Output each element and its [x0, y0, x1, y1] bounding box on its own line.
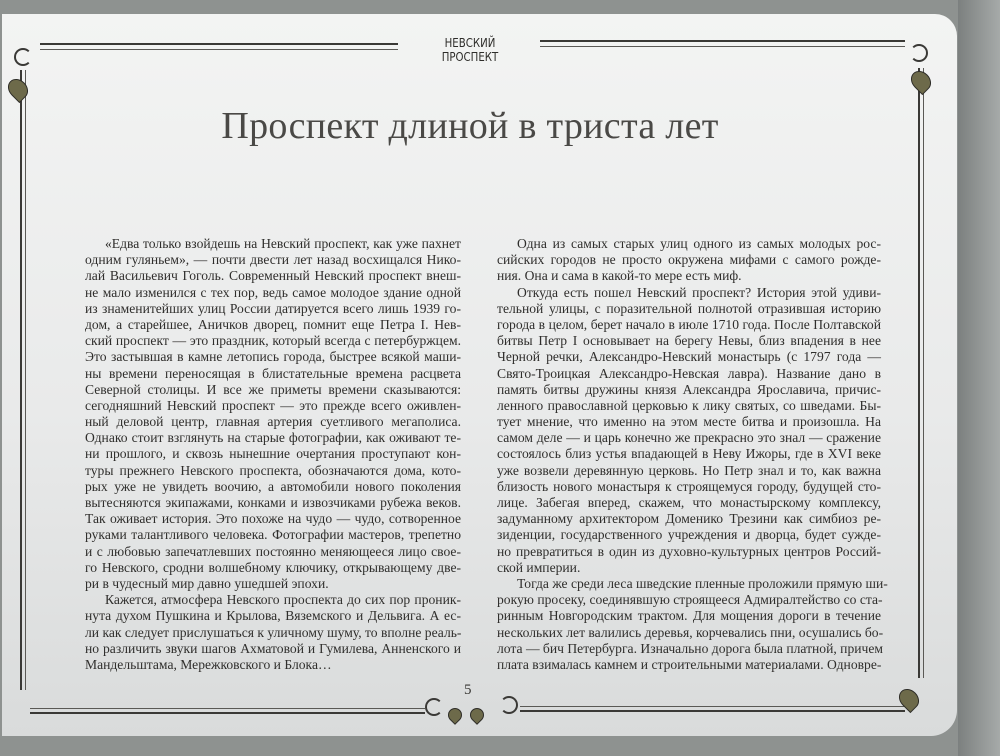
text-line: сегодняшний Невский проспект — это прежде всего оживлен-: [85, 397, 461, 413]
text-line: Одна из самых старых улиц одного из самых молодых рос-: [517, 236, 881, 251]
text-line: нескольких лет валились деревья, корчевались пни, осушались бо-: [497, 624, 884, 640]
text-line: го Невского, сродни волшебному ключику, открывающему две-: [85, 559, 461, 575]
paragraph: [85, 592, 461, 673]
text-line: лице. Забегая вперед, скажем, что монастырскому комплексу,: [497, 495, 881, 510]
running-head: НЕВСКИЙ ПРОСПЕКТ: [441, 36, 499, 64]
frame-border-bottom-left: [30, 708, 425, 714]
text-line: зиденции, государственного учреждения и дворца, будет сужде-: [497, 527, 881, 543]
corner-scroll-icon: [14, 48, 32, 66]
text-line: битвы Петр I основывает на берегу Невы, близ впадения в нее: [497, 333, 881, 349]
text-line: Откуда есть пошел Невский проспект? История этой удиви-: [517, 284, 881, 300]
text-line: ринным Новгородским трактом. Для мощения дороги в течение: [497, 608, 881, 624]
text-line: тельной улицы, с поразительной полнотой отразившая историю: [497, 300, 881, 316]
text-line: лота — бич Петербурга. Изначально дорога была платной, причем: [497, 640, 883, 656]
text-line: нута духом Пушкина и Крылова, Вяземского и Дельвига. А ес-: [85, 608, 461, 624]
text-line: лай Васильевич Гоголь. Современный Невский проспект внеш-: [85, 268, 461, 284]
text-line: ный деловой центр, главная артерия суетливого мегаполиса.: [85, 414, 461, 430]
text-line: ли как следует прислушаться к уличному шуму, то вполне реаль-: [85, 624, 462, 640]
scroll-ornament-icon: [425, 698, 443, 716]
paragraph: [497, 236, 881, 285]
text-line: но различить звуки шагов Ахматовой и Гумилева, Анненского и: [85, 640, 461, 656]
text-line: Тогда же среди леса шведские пленные проложили прямую ши-: [517, 575, 888, 591]
text-line: память битвы дружины князя Александра Ярославича, причис-: [497, 381, 881, 397]
text-line: Черной речки, Александро-Невский монастырь (с 1797 года —: [497, 349, 881, 365]
text-line: ской империи.: [497, 559, 581, 575]
text-line: но превратиться в один из духовно-культурных центров Россий-: [497, 543, 881, 559]
frame-border-top-left: [40, 43, 398, 50]
text-line: рокую просеку, соединявшую строящееся Адмиралтейство со ста-: [497, 592, 883, 608]
text-column-right: [497, 236, 888, 673]
text-line: близость нового монастыря к строящемуся городу, будущей сто-: [497, 478, 881, 494]
text-line: руками талантливого человека. Фотографии мастеров, трепетно: [85, 527, 461, 543]
frame-border-right: [918, 68, 924, 678]
text-line: Однако стоит взглянуть на старые фотографии, как оживают те-: [85, 430, 461, 446]
paragraph: [497, 285, 881, 576]
frame-border-bottom-right: [520, 706, 905, 712]
text-line: туры прежнего Невского проспекта, обозначаются дома, кото-: [85, 462, 461, 478]
scroll-ornament-icon: [500, 696, 518, 714]
text-line: одним гуляньем», — почти двести лет назад восхищался Нико-: [85, 252, 461, 268]
text-line: ский проспект — это праздник, который всегда с петербуржцем.: [85, 333, 461, 349]
text-line: уже возвели деревянную церковь. Но Петр знал и то, как важна: [497, 462, 881, 478]
text-line: Мандельштама, Мережковского и Блока…: [85, 656, 332, 672]
text-line: задуманному архитектором Доменико Трезини как симбиоз ре-: [497, 511, 881, 527]
text-line: Так оживает история. Это похоже на чудо — чудо, сотворенное: [85, 511, 461, 527]
text-line: города в целом, берет начало в июле 1710 года. После Полтавской: [497, 316, 881, 332]
page-title: Проспект длиной в триста лет: [221, 105, 719, 147]
text-line: Северной столицы. И все же приметы времени сказываются:: [85, 381, 461, 397]
text-line: ри в чудесный мир давно ушедшей эпохи.: [85, 575, 329, 591]
paragraph: [85, 236, 461, 592]
text-line: вытесняются экипажами, конками и извозчиками рубежа веков.: [85, 495, 461, 510]
text-line: состоялось близ устья впадающей в Неву Ижоры, где в XVI веке: [497, 446, 881, 462]
text-line: ни прошлого, и сквозь нынешние очертания проступают кон-: [85, 446, 461, 462]
text-line: ленного православной церковью к лику святых, со шведами. Бы-: [497, 397, 881, 413]
text-line: ния. Она и сама в какой-то мере есть миф.: [497, 268, 742, 284]
text-line: не мало изменился с тех пор, ведь самое молодое здание одной: [85, 284, 461, 300]
text-line: «Едва только взойдешь на Невский проспект, как уже пахнет: [105, 236, 461, 251]
text-line: самом деле — и царь конечно же прекрасно это знал — сражение: [497, 430, 881, 446]
text-line: Свято-Троицкая Александро-Невская лавра). Название дано в: [497, 365, 881, 381]
text-line: тует мнение, что именно на этом месте битва и произошла. На: [497, 414, 881, 430]
text-line: ны времени переносящая в блистательные времена расцвета: [85, 365, 461, 381]
text-line: плата взималась камнем и строительными материалами. Одновре-: [497, 656, 882, 672]
frame-border-top-right: [540, 40, 905, 47]
frame-border-left: [20, 70, 26, 690]
corner-scroll-icon: [910, 44, 928, 62]
text-line: сийских городов не просто окружена мифами с самого рожде-: [497, 252, 881, 268]
background-edge: [958, 0, 1000, 756]
text-line: из знаменитейших улиц России датируется всего лишь 1939 го-: [85, 300, 461, 316]
text-line: Это застывшая в камне летопись города, быстрее всякой маши-: [85, 349, 461, 365]
text-line: и с любовью запечатлевших постоянно меняющееся лицо свое-: [85, 543, 461, 559]
text-line: рых уже не увидеть воочию, а автомобили нового поколения: [85, 478, 461, 494]
text-line: Кажется, атмосфера Невского проспекта до сих пор проник-: [105, 592, 461, 608]
text-column-left: [85, 236, 461, 673]
text-line: дом, а старейшее, Аничков дворец, помнит еще Петра I. Нев-: [85, 316, 461, 332]
paragraph: [497, 575, 888, 673]
page-number: 5: [464, 682, 472, 698]
